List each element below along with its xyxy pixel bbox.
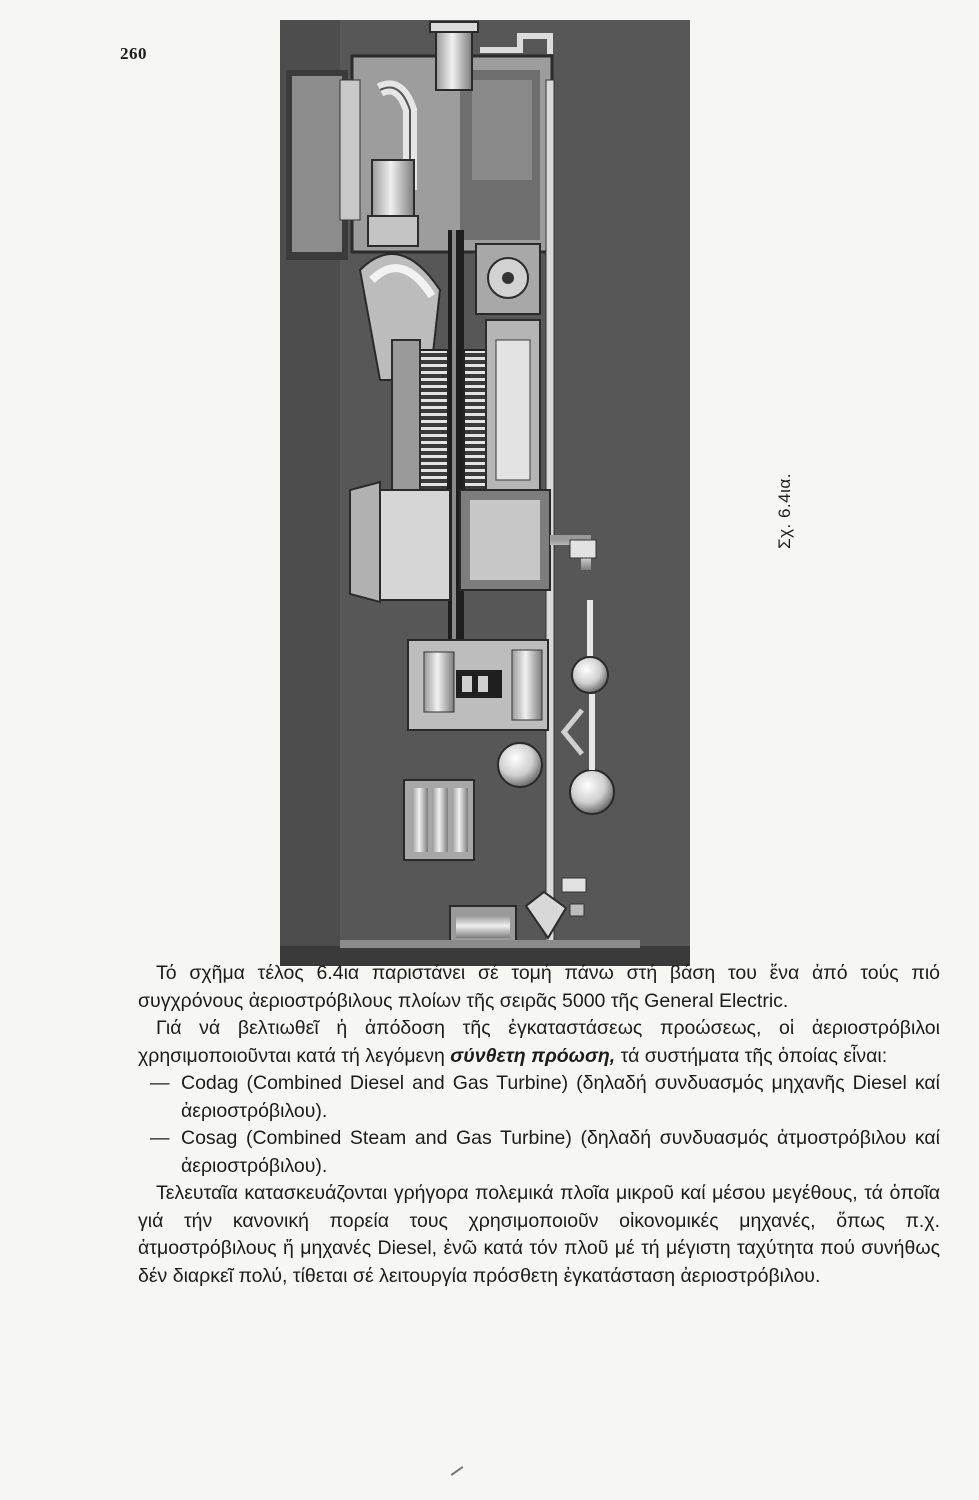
closing-paragraph: Τελευταῖα κατασκευάζονται γρήγορα πολεμικά πλοῖα μικροῦ καί μέσου μεγέθους, τά ὁποῖα γιά τήν κανονική πορεία τους χρησιμοποιοῦν οἰκονομικές μηχανές, ὅπως π.χ. ἀτμοστρόβιλους ἤ μηχανές Diesel, ἐνῶ κατά τόν πλοῦ μέ τή μέγιστη ταχύτητα πού συνήθως δέν διαρκεῖ πολύ, τίθεται σέ λειτουργία πρόσθετη ἐγκατάσταση ἀεριοστρόβιλου.: [138, 1182, 940, 1287]
list-item-text: Cosag (Combined Steam and Gas Turbine) (δηλαδή συνδυασμός ἀτμοστρόβιλου καί ἀεριοστρόβιλου).: [181, 1127, 940, 1177]
list-item-cosag: [138, 1125, 940, 1180]
list-bullet: —: [150, 1127, 170, 1149]
stray-mark-bottom: [451, 1466, 464, 1476]
paragraph-combined-propulsion: [138, 1015, 940, 1070]
list-item-codag: [138, 1070, 940, 1125]
page-number: 260: [120, 44, 147, 63]
paragraph-text-after: τά συστήματα τῆς ὁποίας εἶναι:: [615, 1044, 888, 1067]
list-item-text: Codag (Combined Diesel and Gas Turbine) (δηλαδή συνδυασμός μηχανῆς Diesel καί ἀεριοστρόβιλου).: [181, 1072, 940, 1122]
body-text: [138, 960, 940, 1290]
emphasized-term: σύνθετη πρόωση,: [450, 1044, 616, 1067]
gas-turbine-cross-section-illustration: [280, 20, 690, 966]
gas-turbine-cross-section-photo: [280, 20, 690, 966]
figure-caption: [770, 456, 800, 566]
paragraph-text-before: Γιά νά βελτιωθεῖ ἡ ἀπόδοση τῆς ἐγκαταστάσεως προώσεως, οἱ ἀεριοστρόβιλοι χρησιμοποιοῦνται κατά τή λεγόμενη: [138, 1017, 940, 1067]
list-bullet: —: [150, 1072, 170, 1094]
figure-label: Σχ. 6.4ια.: [775, 473, 794, 549]
paragraph-figure-description: Τό σχῆμα τέλος 6.4ια παριστάνει σέ τομή πάνω στή βάση του ἕνα ἀπό τούς πιό συγχρόνους ἀεριοστρόβιλους πλοίων τῆς σειρᾶς 5000 τῆς General Electric.: [138, 962, 940, 1012]
